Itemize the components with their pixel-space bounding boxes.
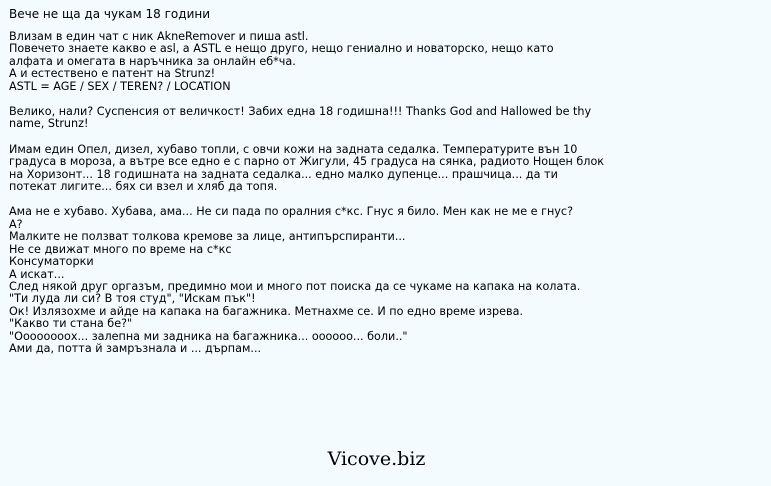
text-line: Ами да, потта й замръзнала и ... дърпам... (9, 341, 262, 355)
text-line: А искат... (9, 267, 65, 281)
text-line: Не се движат много по време на с*кс (9, 242, 232, 256)
text-line: Имам един Опел, дизел, хубаво топли, с овчи кожи на задната седалка. Температурите вън 10 (9, 142, 578, 156)
text-line: на Хоризонт... 18 годишната на задната седалка... едно малко дупенце... прашчица... да ти (9, 167, 558, 181)
story-body (9, 31, 761, 368)
paragraph (9, 206, 761, 355)
text-line: А и естествено е патент на Strunz! (9, 67, 216, 81)
text-line: А? (9, 217, 23, 231)
text-line: Малките не ползват толкова кремове за лице, антипърспиранти... (9, 230, 406, 244)
site-name[interactable]: Vicove.biz (327, 448, 426, 470)
text-line: "Ти луда ли си? В тоя студ", "Искам пък"! (9, 292, 256, 306)
text-line: Влизам в един чат с ник AkneRemover и пиша astl. (9, 30, 309, 43)
text-line: потекат лигите... бях си взел и хляб да топя. (9, 180, 278, 194)
paragraph (9, 31, 761, 93)
text-line: Велико, нали? Суспенсия от величкост! Забих една 18 годишна!!! Thanks God and Hallowed be thy (9, 105, 592, 119)
site-footer (0, 448, 761, 470)
text-line: "Оооооооох... залепна ми задника на багажника... оооооо... боли.." (9, 329, 408, 343)
paragraph (9, 144, 761, 194)
text-line: градуса в мороза, а вътре все едно е с парно от Жигули, 45 градуса на сянка, радиото Нощен блок (9, 155, 605, 169)
text-line: Ок! Излязохме и айде на капака на багажника. Метнахме се. И по едно време изрева. (9, 304, 524, 318)
text-line: След някой друг оргазъм, предимно мои и много пот поиска да се чукаме на капака на колата. (9, 279, 581, 293)
text-line: "Какво ти стана бе?" (9, 317, 133, 331)
text-line: Ама не е хубаво. Хубава, ама... Не си пада по оралния с*кс. Гнус я било. Мен как не ме е гнус? (9, 205, 574, 219)
text-line: Консуматорки (9, 255, 94, 269)
page-title: Вече не ща да чукам 18 години (9, 7, 211, 21)
paragraph (9, 106, 761, 131)
text-line: name, Strunz! (9, 117, 89, 131)
text-line: ASTL = AGE / SEX / TEREN? / LOCATION (9, 79, 231, 93)
text-line: Повечето знаете какво е asl, а ASTL е нещо друго, нещо гениално и новаторско, нещо като (9, 42, 554, 56)
text-line: алфата и омегата в наръчника за онлайн еб*ча. (9, 54, 296, 68)
